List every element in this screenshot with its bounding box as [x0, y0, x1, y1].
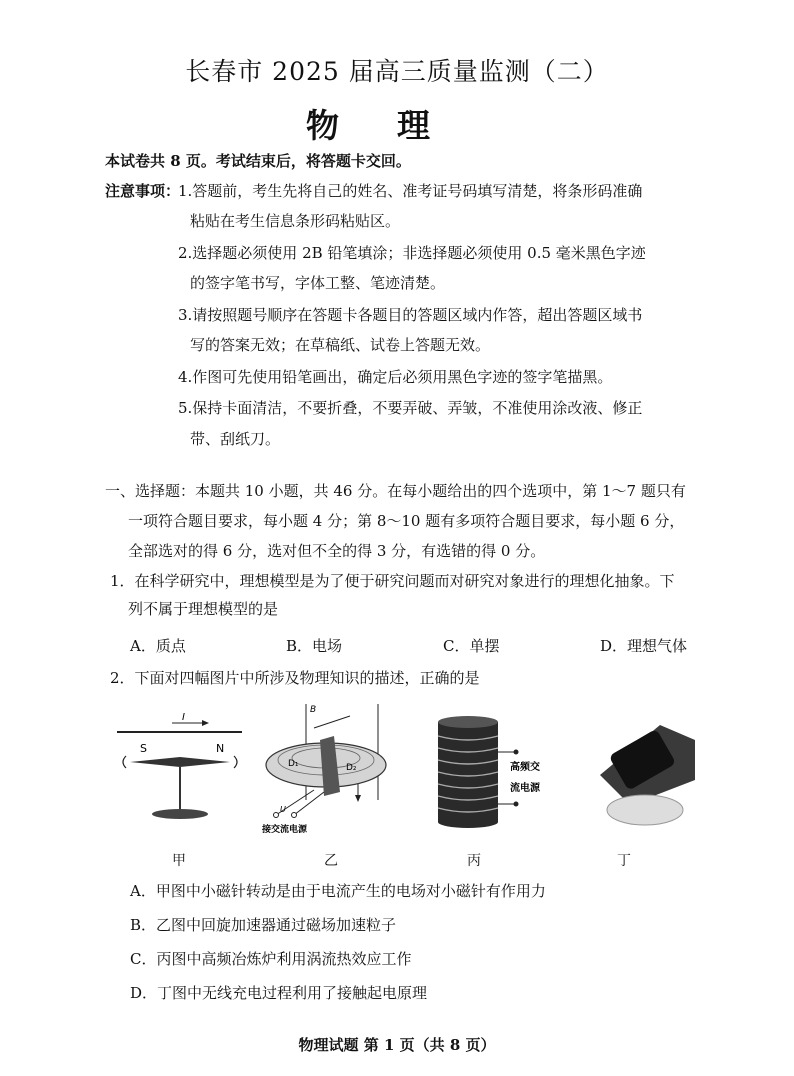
question-1-option-b: B．电场	[286, 637, 343, 655]
notice-item-1-line-1: 1.答题前，考生先将自己的姓名、准考证号码填写清楚，将条形码准确	[178, 182, 643, 200]
figure-yi	[258, 700, 398, 840]
notice-item-5-line-1: 5.保持卡面清洁，不要折叠，不要弄破、弄皱，不准使用涂改液、修正	[178, 399, 643, 417]
figure-ding	[590, 705, 700, 835]
figure-bing	[430, 712, 565, 837]
hf-source-label-1: 高频交	[510, 762, 540, 773]
notice-item-2-line-1: 2.选择题必须使用 2B 铅笔填涂；非选择题必须使用 0.5 毫米黑色字迹	[178, 244, 646, 262]
figure-label-ding: 丁	[617, 853, 631, 869]
figure-jia	[112, 712, 247, 832]
field-label: B	[310, 705, 317, 715]
furnace-body	[438, 722, 498, 822]
page-footer: 物理试题 第 1 页（共 8 页）	[298, 1036, 496, 1054]
south-pole-label: S	[140, 742, 147, 755]
charging-pad	[607, 795, 683, 825]
section-1-line-1: 一、选择题：本题共 10 小题，共 46 分。在每小题给出的四个选项中，第 1～7 题只有	[105, 482, 686, 500]
voltage-label: U	[280, 805, 286, 814]
question-1-option-a: A．质点	[130, 637, 186, 655]
dee-1-label: D₁	[288, 759, 299, 769]
notice-item-1-line-2: 粘贴在考生信息条形码粘贴区。	[190, 212, 401, 230]
notice-item-5-line-2: 带、刮纸刀。	[190, 430, 281, 448]
figure-label-bing: 丙	[467, 853, 481, 869]
dee-2-label: D₂	[346, 763, 357, 773]
notice-item-3-line-1: 3.请按照题号顺序在答题卡各题目的答题区域内作答，超出答题区域书	[178, 306, 643, 324]
ac-source-label: 接交流电源	[262, 825, 308, 835]
question-1-option-c: C．单摆	[443, 637, 500, 655]
question-2-option-b: B．乙图中回旋加速器通过磁场加速粒子	[130, 916, 397, 934]
question-1-option-d: D．理想气体	[600, 637, 688, 655]
question-2-option-a: A．甲图中小磁针转动是由于电流产生的电场对小磁针有作用力	[130, 882, 546, 900]
question-1-line-2: 列不属于理想模型的是	[128, 600, 279, 618]
intro-line: 本试卷共 8 页。考试结束后，将答题卡交回。	[105, 152, 411, 170]
figure-label-jia: 甲	[172, 853, 186, 869]
question-1-line-1: 1．在科学研究中，理想模型是为了便于研究问题而对研究对象进行的理想化抽象。下	[110, 572, 675, 590]
notice-label: 注意事项：	[105, 182, 181, 200]
current-label: I	[182, 712, 185, 723]
question-2-stem: 2．下面对四幅图片中所涉及物理知识的描述，正确的是	[110, 669, 480, 687]
exam-title: 长春市 2025 届高三质量监测（二）	[185, 57, 609, 86]
north-pole-label: N	[216, 742, 225, 755]
section-1-line-3: 全部选对的得 6 分，选对但不全的得 3 分，有选错的得 0 分。	[128, 542, 546, 560]
question-2-option-c: C．丙图中高频冶炼炉利用涡流热效应工作	[130, 950, 412, 968]
notice-item-3-line-2: 写的答案无效；在草稿纸、试卷上答题无效。	[190, 336, 491, 354]
subject-title: 物理	[306, 106, 488, 145]
compass-needle	[130, 757, 230, 767]
question-2-option-d: D．丁图中无线充电过程利用了接触起电原理	[130, 984, 428, 1002]
hf-source-label-2: 流电源	[510, 783, 540, 794]
figure-label-yi: 乙	[324, 853, 338, 869]
notice-item-4-line-1: 4.作图可先使用铅笔画出，确定后必须用黑色字迹的签字笔描黑。	[178, 368, 613, 386]
section-1-line-2: 一项符合题目要求，每小题 4 分；第 8～10 题有多项符合题目要求，每小题 6 分，	[128, 512, 685, 530]
notice-item-2-line-2: 的签字笔书写，字体工整、笔迹清楚。	[190, 274, 446, 292]
